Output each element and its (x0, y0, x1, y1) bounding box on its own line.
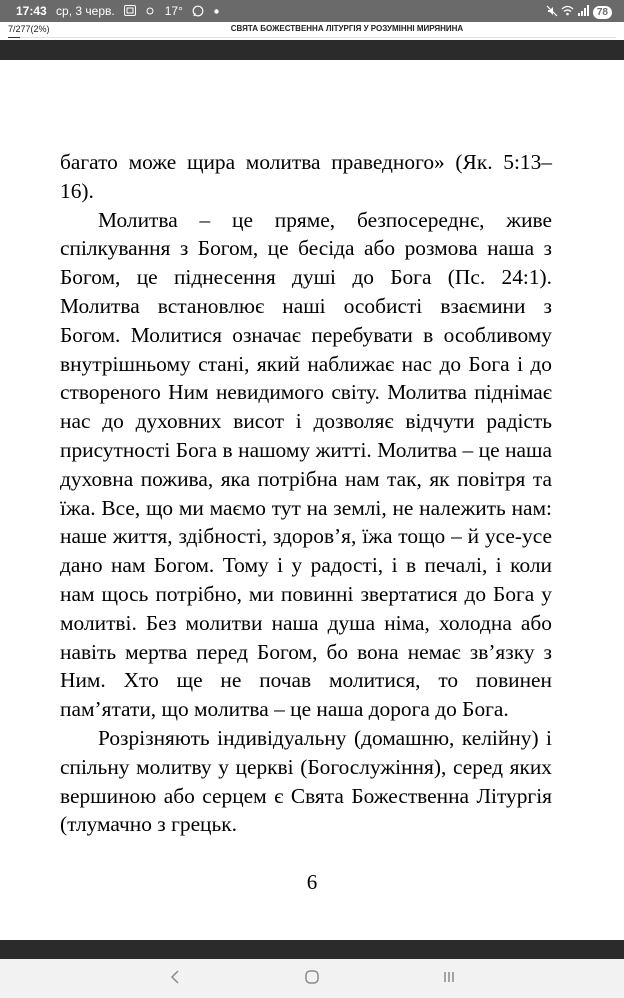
whatsapp-icon (192, 4, 204, 18)
paragraph: багато може щира молитва праведного» (Як. 5:13–16). (60, 150, 552, 203)
paragraph: Молитва – це пряме, безпосереднє, живе спілкування з Богом, це бесіда або розмова наша з Богом, це піднесення душі до Бога (Пс. 24:1). Молитва встановлює наші особисті взаємини з Богом. Молитися означає перебувати в особливому внутрішньому стані, який наближає нас до Бога і до створеного Ним невидимого світу. Молитва піднімає нас до духовних висот і дозволяє відчути радість присутності Бога в нашому житті. Молитва – це наша духовна пожива, яка потрібна нам так, як повітря та їжа. Все, що ми маємо тут на землі, не належить нам: наше життя, здібності, здоров’я, їжа тощо – й усе-усе дано нам Богом. Тому і у радості, і в печалі, і коли нам щось потрібно, ми повинні звертатися до Бога у молитві. Без молитви наша душа німа, холодна або навіть мертва перед Богом, бо вона немає зв’язку з Ним. Хто ще не почав молитися, то повинен пам’ятати, що молитва – це наша дорога до Бога. (60, 207, 552, 722)
book-title: СВЯТА БОЖЕСТВЕННА ЛІТУРГІЯ У РОЗУМІННІ МИРЯНИНА (230, 24, 464, 33)
top-band (0, 40, 624, 60)
status-bar (0, 0, 624, 22)
bottom-band (0, 940, 624, 959)
weather-icon (145, 4, 155, 18)
notification-dot-icon (214, 4, 219, 18)
status-time: 17:43 (16, 4, 47, 18)
back-button[interactable] (155, 965, 195, 993)
mute-icon (546, 4, 558, 18)
page-counter: 7/277(2%) (8, 24, 50, 34)
signal-icon (578, 4, 590, 18)
recent-apps-icon (442, 970, 456, 989)
status-right (546, 4, 612, 19)
status-date: ср, 3 черв. (56, 4, 115, 18)
status-temperature: 17° (164, 4, 183, 18)
reading-progress-fill (8, 37, 20, 38)
back-icon (169, 969, 181, 990)
status-left (16, 4, 225, 18)
screenshot-icon (124, 4, 136, 18)
navigation-bar (0, 959, 624, 998)
page-number: 6 (306, 870, 318, 894)
page-body[interactable] (60, 148, 552, 928)
home-button[interactable] (292, 965, 332, 993)
home-icon (304, 969, 320, 990)
reading-progress (8, 37, 616, 38)
recent-apps-button[interactable] (429, 965, 469, 993)
battery-indicator: 78 (593, 6, 612, 19)
wifi-icon (561, 4, 574, 18)
paragraph: Розрізняють індивідуальну (домашню, келійну) і спільну молитву у церкві (Богослужіння), серед яких вершиною або серцем є Свята Божественна Літургія (тлумачно з грецьк. (60, 725, 552, 837)
